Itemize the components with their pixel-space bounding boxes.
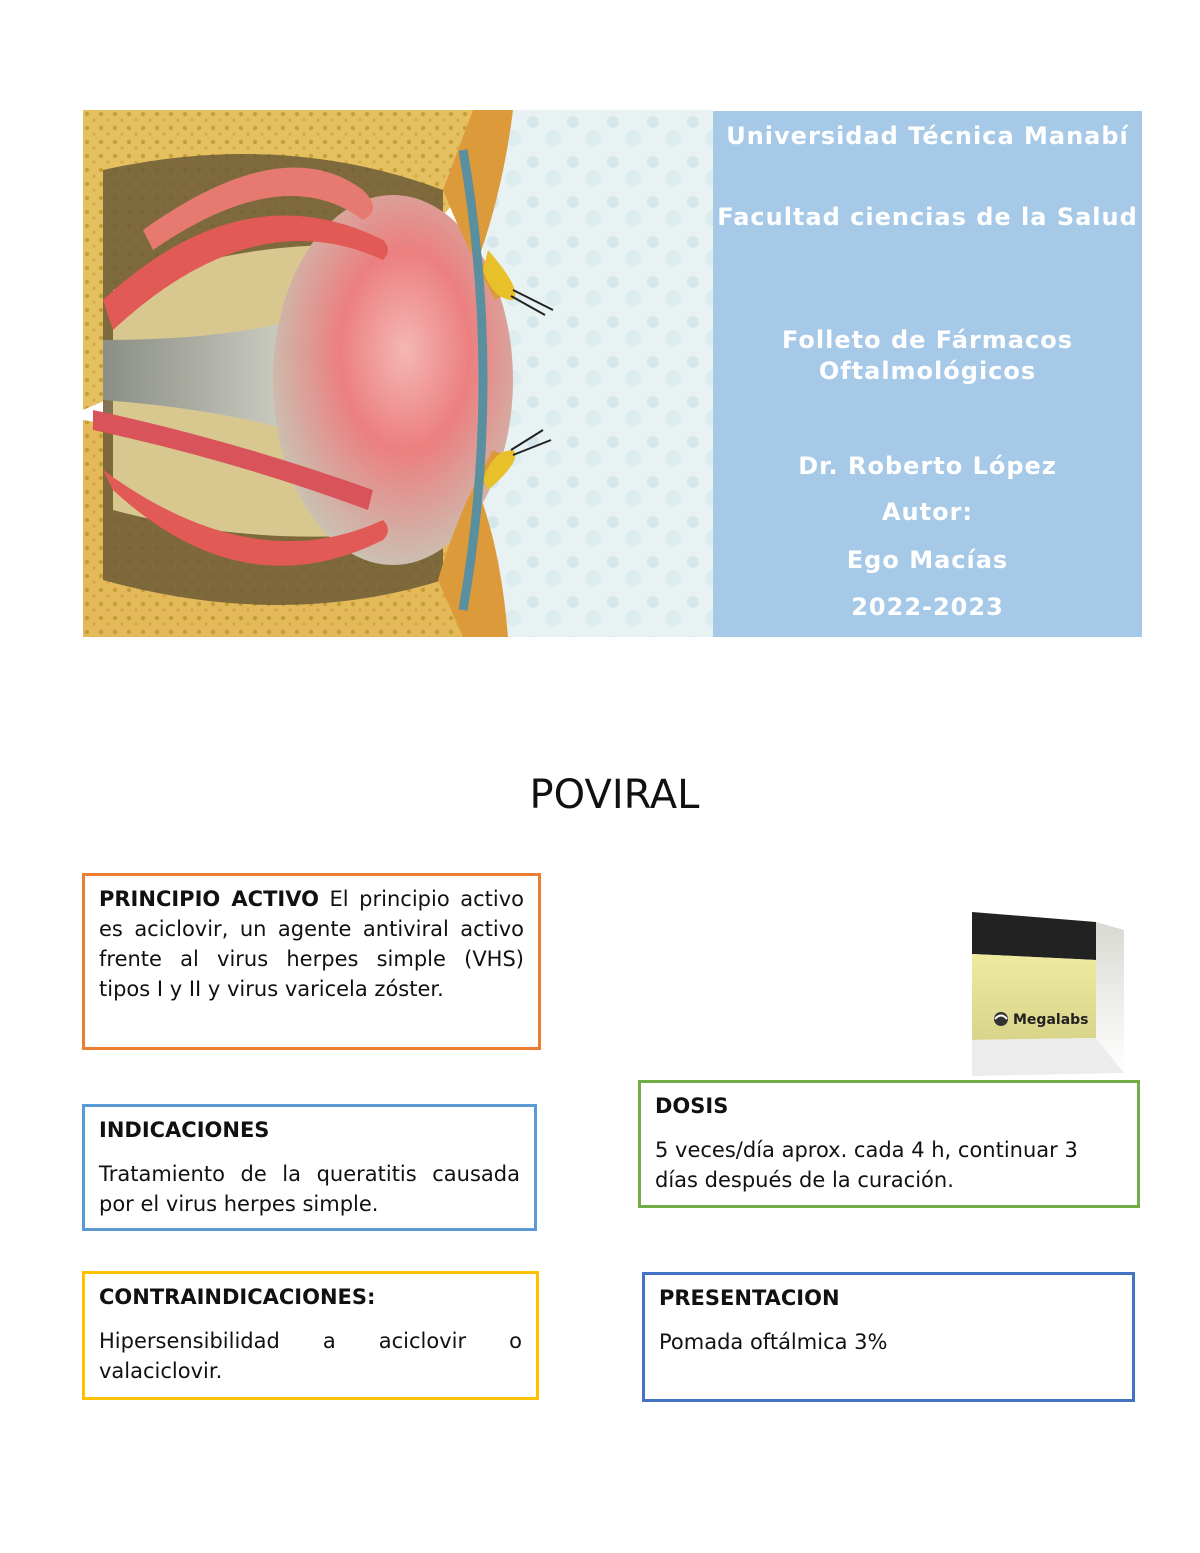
contraindicaciones-box <box>82 1271 539 1400</box>
principio-activo-text: El principio activo es aciclovir, un agente antiviral activo frente al virus herpes simple (VHS) tipos I y II y virus varicela zóster. <box>99 887 524 1001</box>
principio-activo-box <box>82 873 541 1050</box>
drug-name: POVIRAL <box>529 772 700 818</box>
dosis-text: 5 veces/día aprox. cada 4 h, continuar 3 días después de la curación. <box>655 1138 1078 1192</box>
author-name: Ego Macías <box>846 546 1009 574</box>
eye-anatomy-drawing <box>83 110 713 637</box>
presentacion-box <box>642 1272 1135 1402</box>
dosis-heading: DOSIS <box>655 1094 729 1118</box>
indicaciones-heading: INDICACIONES <box>99 1118 270 1142</box>
presentacion-heading: PRESENTACION <box>659 1286 840 1310</box>
doctor-name: Dr. Roberto López <box>798 452 1057 480</box>
indicaciones-text: Tratamiento de la queratitis causada por el virus herpes simple. <box>99 1162 520 1216</box>
title-panel <box>713 111 1142 637</box>
eye-anatomy-illustration <box>83 110 713 637</box>
author-label: Autor: <box>881 498 974 526</box>
academic-year: 2022-2023 <box>851 593 1004 621</box>
product-brand-label: Megalabs <box>1013 1012 1089 1028</box>
contraindicaciones-heading: CONTRAINDICACIONES: <box>99 1285 376 1309</box>
principio-activo-heading: PRINCIPIO ACTIVO <box>99 887 319 911</box>
indicaciones-box <box>82 1104 537 1231</box>
product-box-drawing <box>968 908 1128 1078</box>
university-name: Universidad Técnica Manabí <box>726 122 1129 150</box>
presentacion-text: Pomada oftálmica 3% <box>659 1330 888 1354</box>
booklet-title: Folleto de Fármacos Oftalmológicos <box>782 326 1073 385</box>
contraindicaciones-text: Hipersensibilidad a aciclovir o valaciclovir. <box>99 1329 522 1383</box>
product-box-image <box>968 908 1128 1078</box>
dosis-box <box>638 1080 1140 1208</box>
faculty-name: Facultad ciencias de la Salud <box>717 203 1138 231</box>
